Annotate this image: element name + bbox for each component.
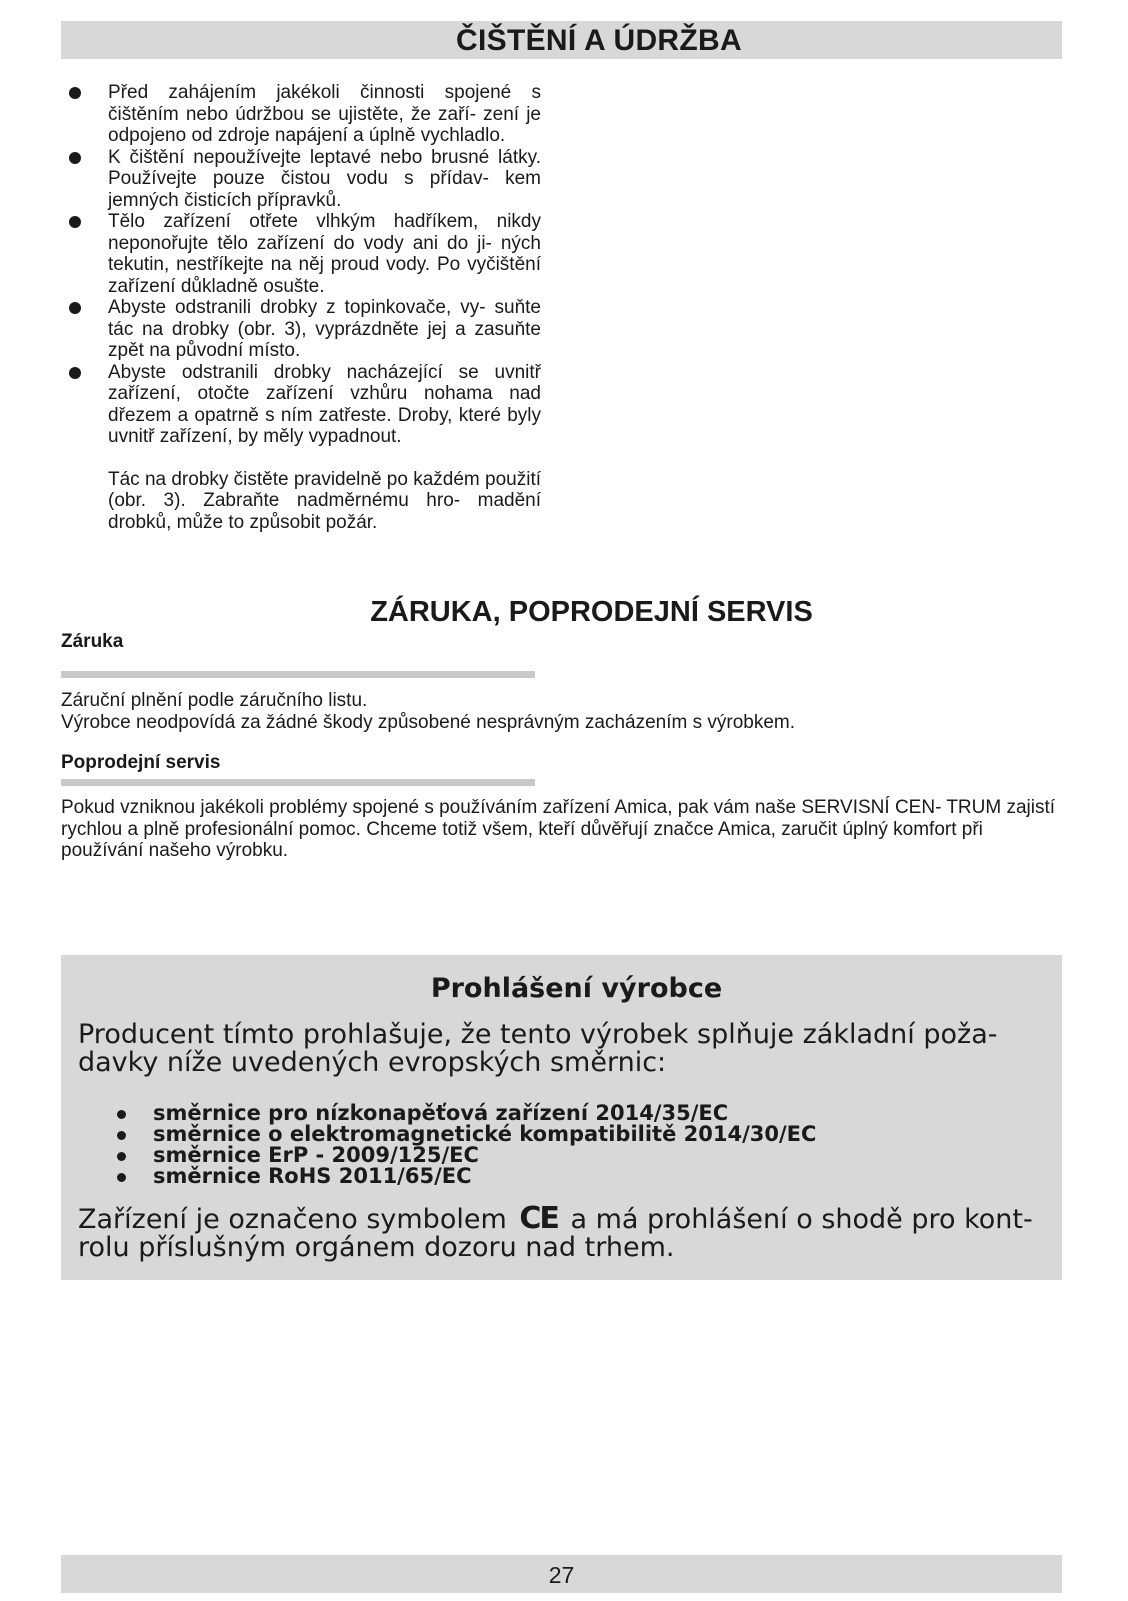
bullet-icon [69,367,81,379]
list-item: K čištění nepoužívejte leptavé nebo brusné látky. Používejte pouze čistou vodu s přídav- kem jemných čisticích přípravků. [61,147,541,212]
warranty-heading: ZÁRUKA, POPRODEJNÍ SERVIS [370,596,813,628]
bullet-icon [69,152,81,164]
list-item: směrnice RoHS 2011/65/EC [61,1166,816,1187]
page-title: ČIŠTĚNÍ A ÚDRŽBA [456,24,742,57]
warranty-subheading: Záruka [61,631,124,652]
list-item: Tělo zařízení otřete vlhkým hadříkem, nikdy neponořujte tělo zařízení do vody ani do ji- ných tekutin, nestříkejte na něj proud vody. Po vyčištění zařízení důkladně osušte. [61,211,541,297]
divider [61,671,535,678]
bullet-icon [69,216,81,228]
list-item: Abyste odstranili drobky z topinkovače, vy- suňte tác na drobky (obr. 3), vyprázdněte jej a zasuňte zpět na původní místo. [61,297,541,362]
service-subheading: Poprodejní servis [61,752,221,773]
footer-bar [61,1555,1062,1593]
list-item: Před zahájením jakékoli činnosti spojené s čištěním nebo údržbou se ujistěte, že zaří- zení je odpojeno od zdroje napájení a úplně vychladlo. [61,82,541,147]
page-number: 27 [548,1562,575,1588]
declaration-title: Prohlášení výrobce [430,973,723,1004]
ce-mark-icon: CE [519,1201,558,1236]
directive-list [61,1103,816,1187]
declaration-outro: Zařízení je označeno symbolem CE a má prohlášení o shodě pro kont- rolu příslušným orgánem dozoru nad trhem. [78,1201,1033,1263]
divider [61,779,535,786]
list-item: směrnice o elektromagnetické kompatibilitě 2014/30/EC [61,1124,816,1145]
list-item: Abyste odstranili drobky nacházející se uvnitř zařízení, otočte zařízení vzhůru nohama nad dřezem a opatrně s ním zatřeste. Droby, které byly uvnitř zařízení, by měly vypadnout. [61,362,541,448]
bullet-icon [69,87,81,99]
declaration-intro: Producent tímto prohlašuje, že tento výrobek splňuje základní poža- davky níže uvedených evropských směrnic: [78,1019,998,1078]
bullet-icon [117,1110,126,1119]
cleaning-list [61,82,541,533]
declaration-box [61,955,1062,1280]
warranty-text [61,690,1066,733]
bullet-icon [69,302,81,314]
bullet-icon [117,1152,126,1161]
header-bar [61,21,1062,59]
bullet-icon [117,1173,126,1182]
bullet-icon [117,1131,126,1140]
crumb-tray-note: Tác na drobky čistěte pravidelně po každém použití (obr. 3). Zabraňte nadměrnému hro- madění drobků, může to způsobit požár. [108,468,542,533]
list-item: směrnice ErP - 2009/125/EC [61,1145,816,1166]
warranty-line: Výrobce neodpovídá za žádné škody způsobené nesprávným zacházením s výrobkem. [61,711,796,733]
list-item: směrnice pro nízkonapěťová zařízení 2014/35/EC [61,1103,816,1124]
warranty-line: Záruční plnění podle záručního listu. [61,690,368,711]
service-text: Pokud vzniknou jakékoli problémy spojené s používáním zařízení Amica, pak vám naše SERVISNÍ CEN- TRUM zajistí rychlou a plně profesionální pomoc. Chceme totiž všem, kteří důvěřují značce Amica, zaručit úplný komfort při používání našeho výrobku. [61,797,1056,861]
